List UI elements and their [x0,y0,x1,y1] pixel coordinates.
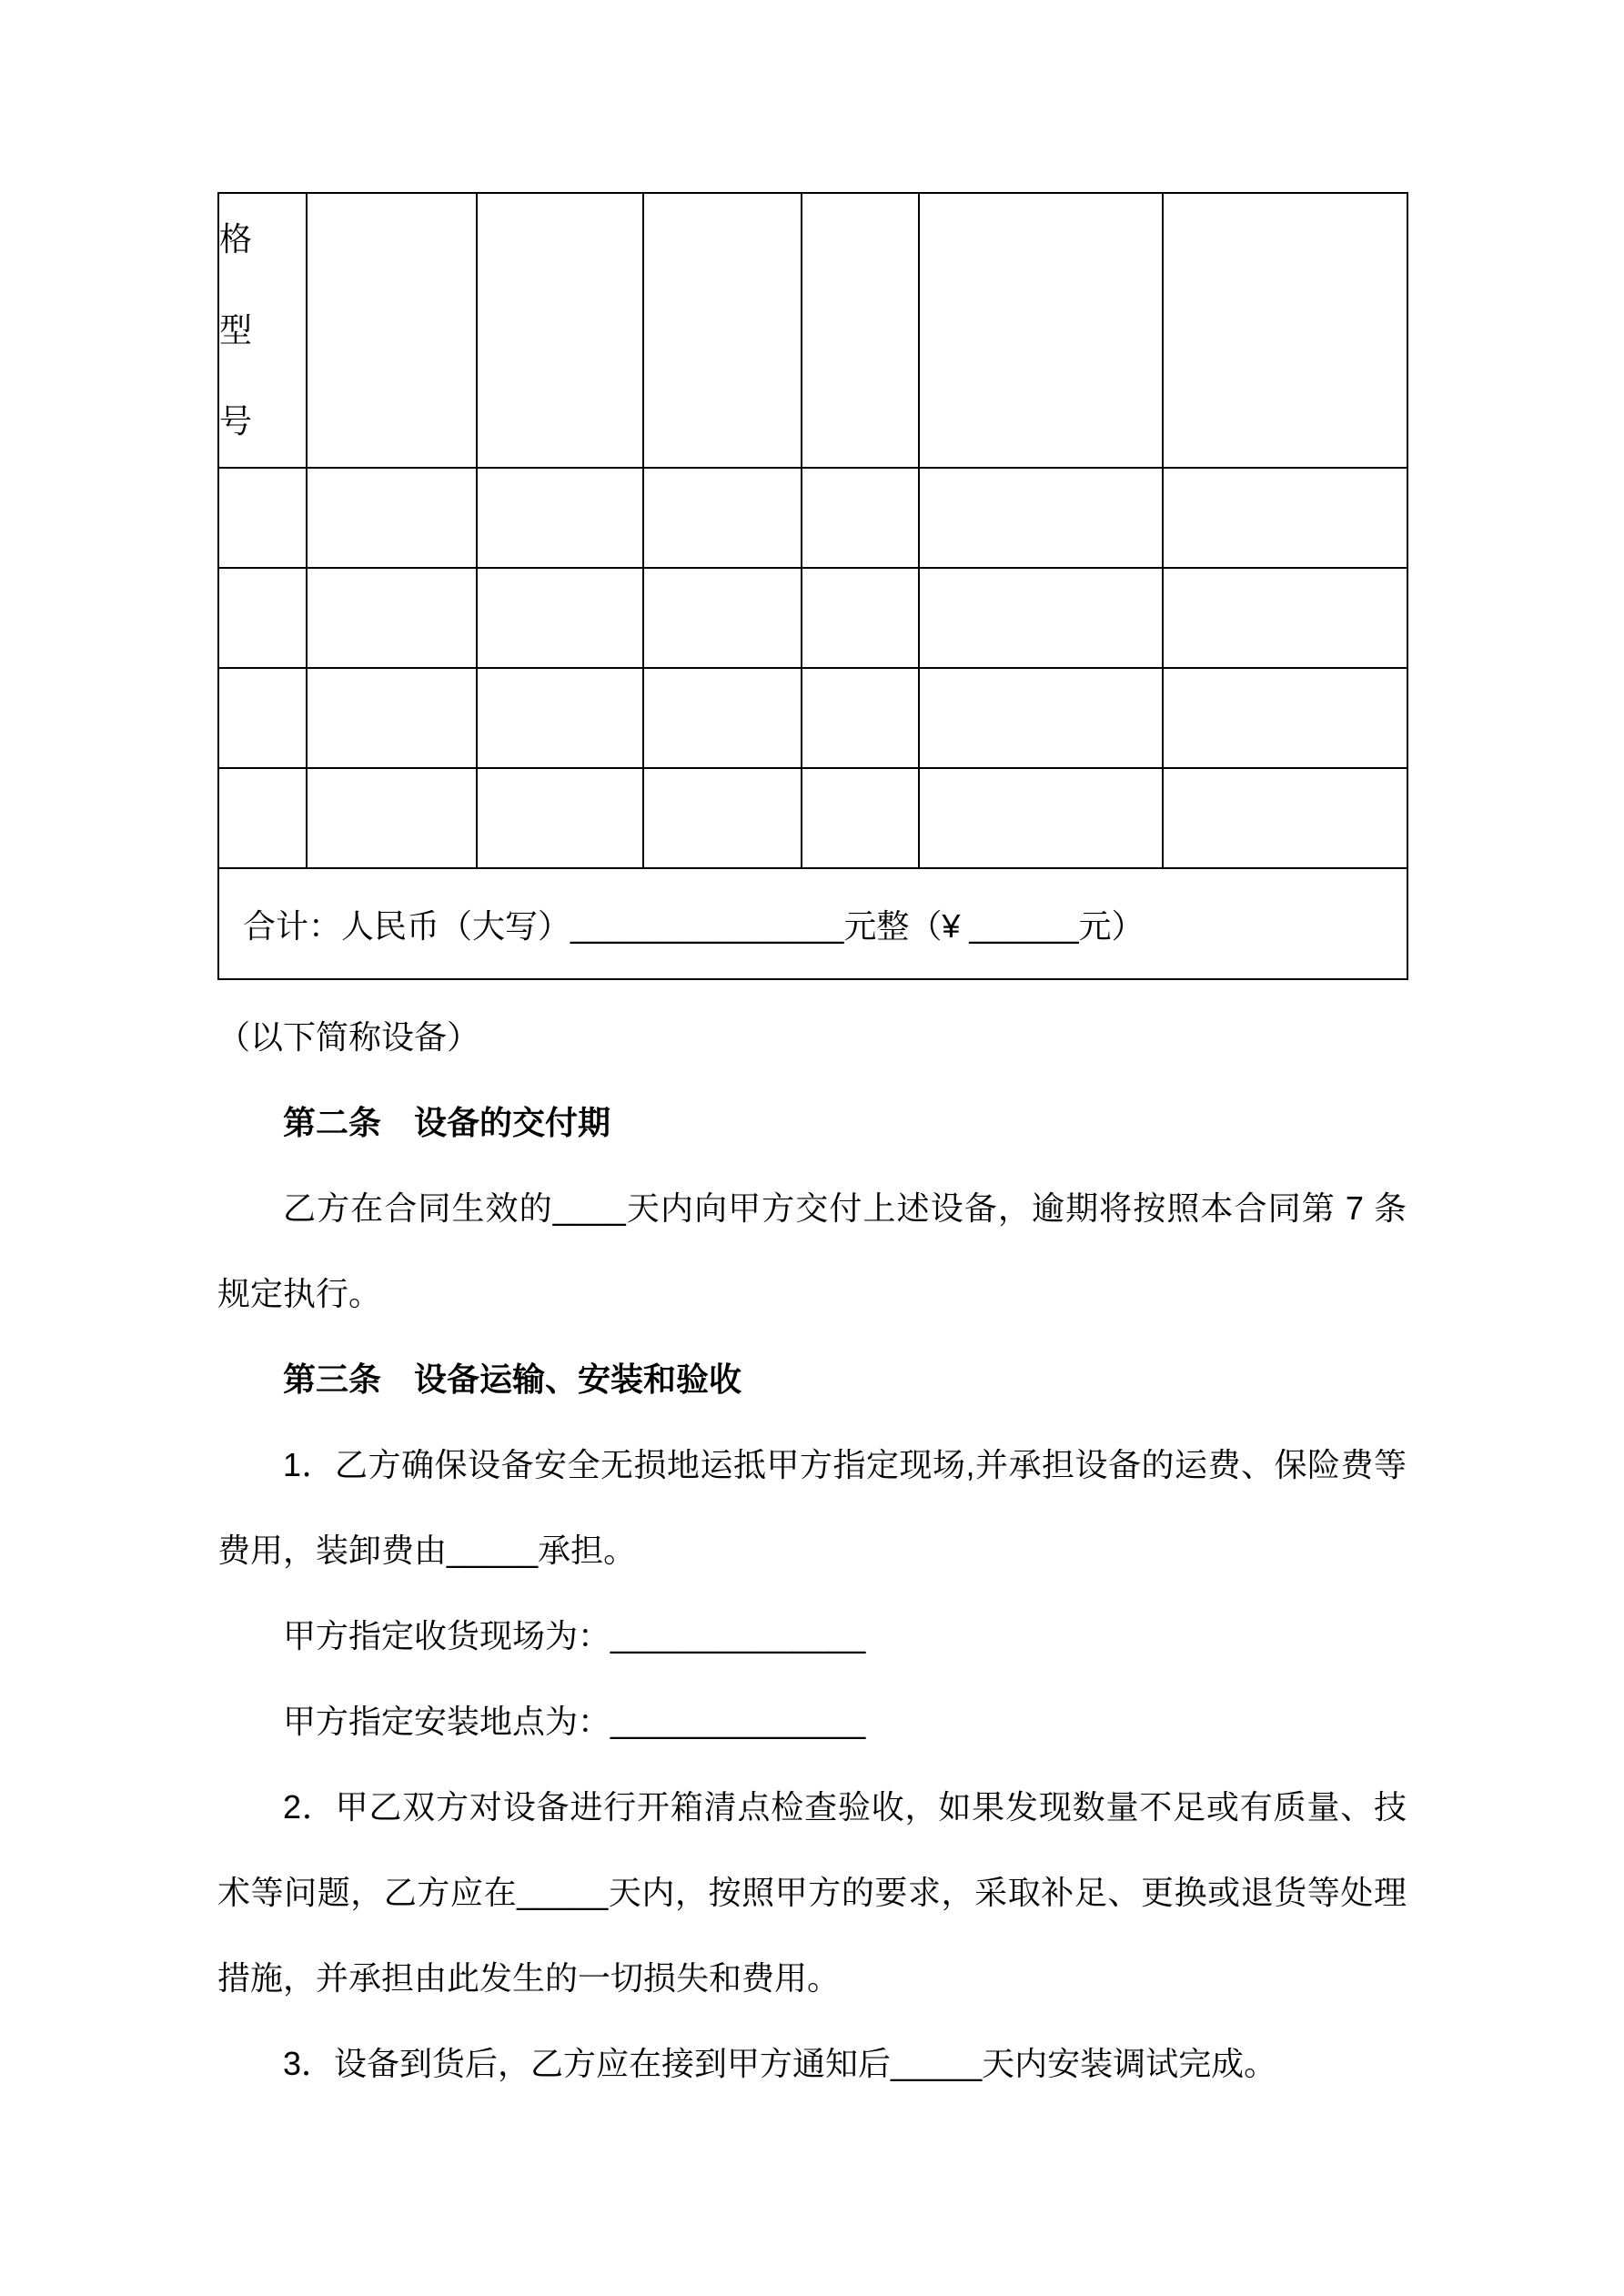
empty-cell [218,768,307,868]
empty-cell [802,668,919,768]
empty-cell [1163,468,1407,568]
empty-cell [307,668,477,768]
empty-cell [802,568,919,668]
empty-cell [218,468,307,568]
empty-cell [218,568,307,668]
empty-cell [802,768,919,868]
empty-cell [802,193,919,468]
empty-cell [307,568,477,668]
empty-cell [919,568,1163,668]
empty-cell [477,193,643,468]
table-row [218,768,1407,868]
table-row [218,668,1407,768]
clause2-paragraph: 乙方在合同生效的____天内向甲方交付上述设备，逾期将按照本合同第 7 条规定执行。 [217,1189,1407,1312]
spec-header-row [218,193,1407,468]
empty-cell [802,468,919,568]
empty-cell [919,668,1163,768]
table-row [218,568,1407,668]
empty-cell [1163,568,1407,668]
clause3-heading: 第三条 设备运输、安装和验收 [283,1360,742,1398]
total-line [243,907,1145,945]
empty-cell [643,193,802,468]
empty-cell [218,668,307,768]
clause2-heading: 第二条 设备的交付期 [283,1104,611,1141]
empty-cell [919,193,1163,468]
empty-cell [919,468,1163,568]
total-cell [218,868,1407,979]
empty-cell [643,568,802,668]
total-amount-words-blank: _______________ [570,906,844,945]
empty-cell [1163,768,1407,868]
empty-cell [1163,193,1407,468]
empty-cell [919,768,1163,868]
total-row [218,868,1407,979]
empty-cell [643,768,802,868]
table-row [218,468,1407,568]
clause3-item1-paragraph: 1．乙方确保设备安全无损地运抵甲方指定现场,并承担设备的运费、保险费等费用，装卸费由_____承担。 [217,1446,1407,1569]
spec-char: 型 [219,311,253,349]
total-label: 合计：人民币（大写） [243,906,571,945]
empty-cell [477,668,643,768]
equipment-alias-note: （以下简称设备） [217,1018,480,1056]
empty-cell [643,468,802,568]
clause3-item3-paragraph: 3．设备到货后，乙方应在接到甲方通知后_____天内安装调试完成。 [283,2045,1277,2082]
total-amount-figures-blank: ______ [969,906,1079,945]
clause3-item2-paragraph: 2．甲乙双方对设备进行开箱清点检查验收，如果发现数量不足或有质量、技术等问题，乙方应在_____天内，按照甲方的要求，采取补足、更换或退货等处理措施，并承担由此发生的一切损失和费用。 [217,1788,1407,1997]
spec-model-cell [218,193,307,468]
total-mid-label: 元整（¥ [843,906,970,945]
clause3-install-site-line: 甲方指定安装地点为：______________ [283,1703,866,1740]
spec-char: 格 [219,220,253,258]
empty-cell [477,468,643,568]
empty-cell [307,768,477,868]
empty-cell [643,668,802,768]
empty-cell [307,193,477,468]
equipment-table [217,192,1408,980]
clause3-receiving-site-line: 甲方指定收货现场为：______________ [283,1617,866,1654]
total-end-label: 元） [1078,906,1145,945]
empty-cell [477,568,643,668]
empty-cell [307,468,477,568]
spec-char: 号 [219,402,253,440]
empty-cell [1163,668,1407,768]
empty-cell [477,768,643,868]
